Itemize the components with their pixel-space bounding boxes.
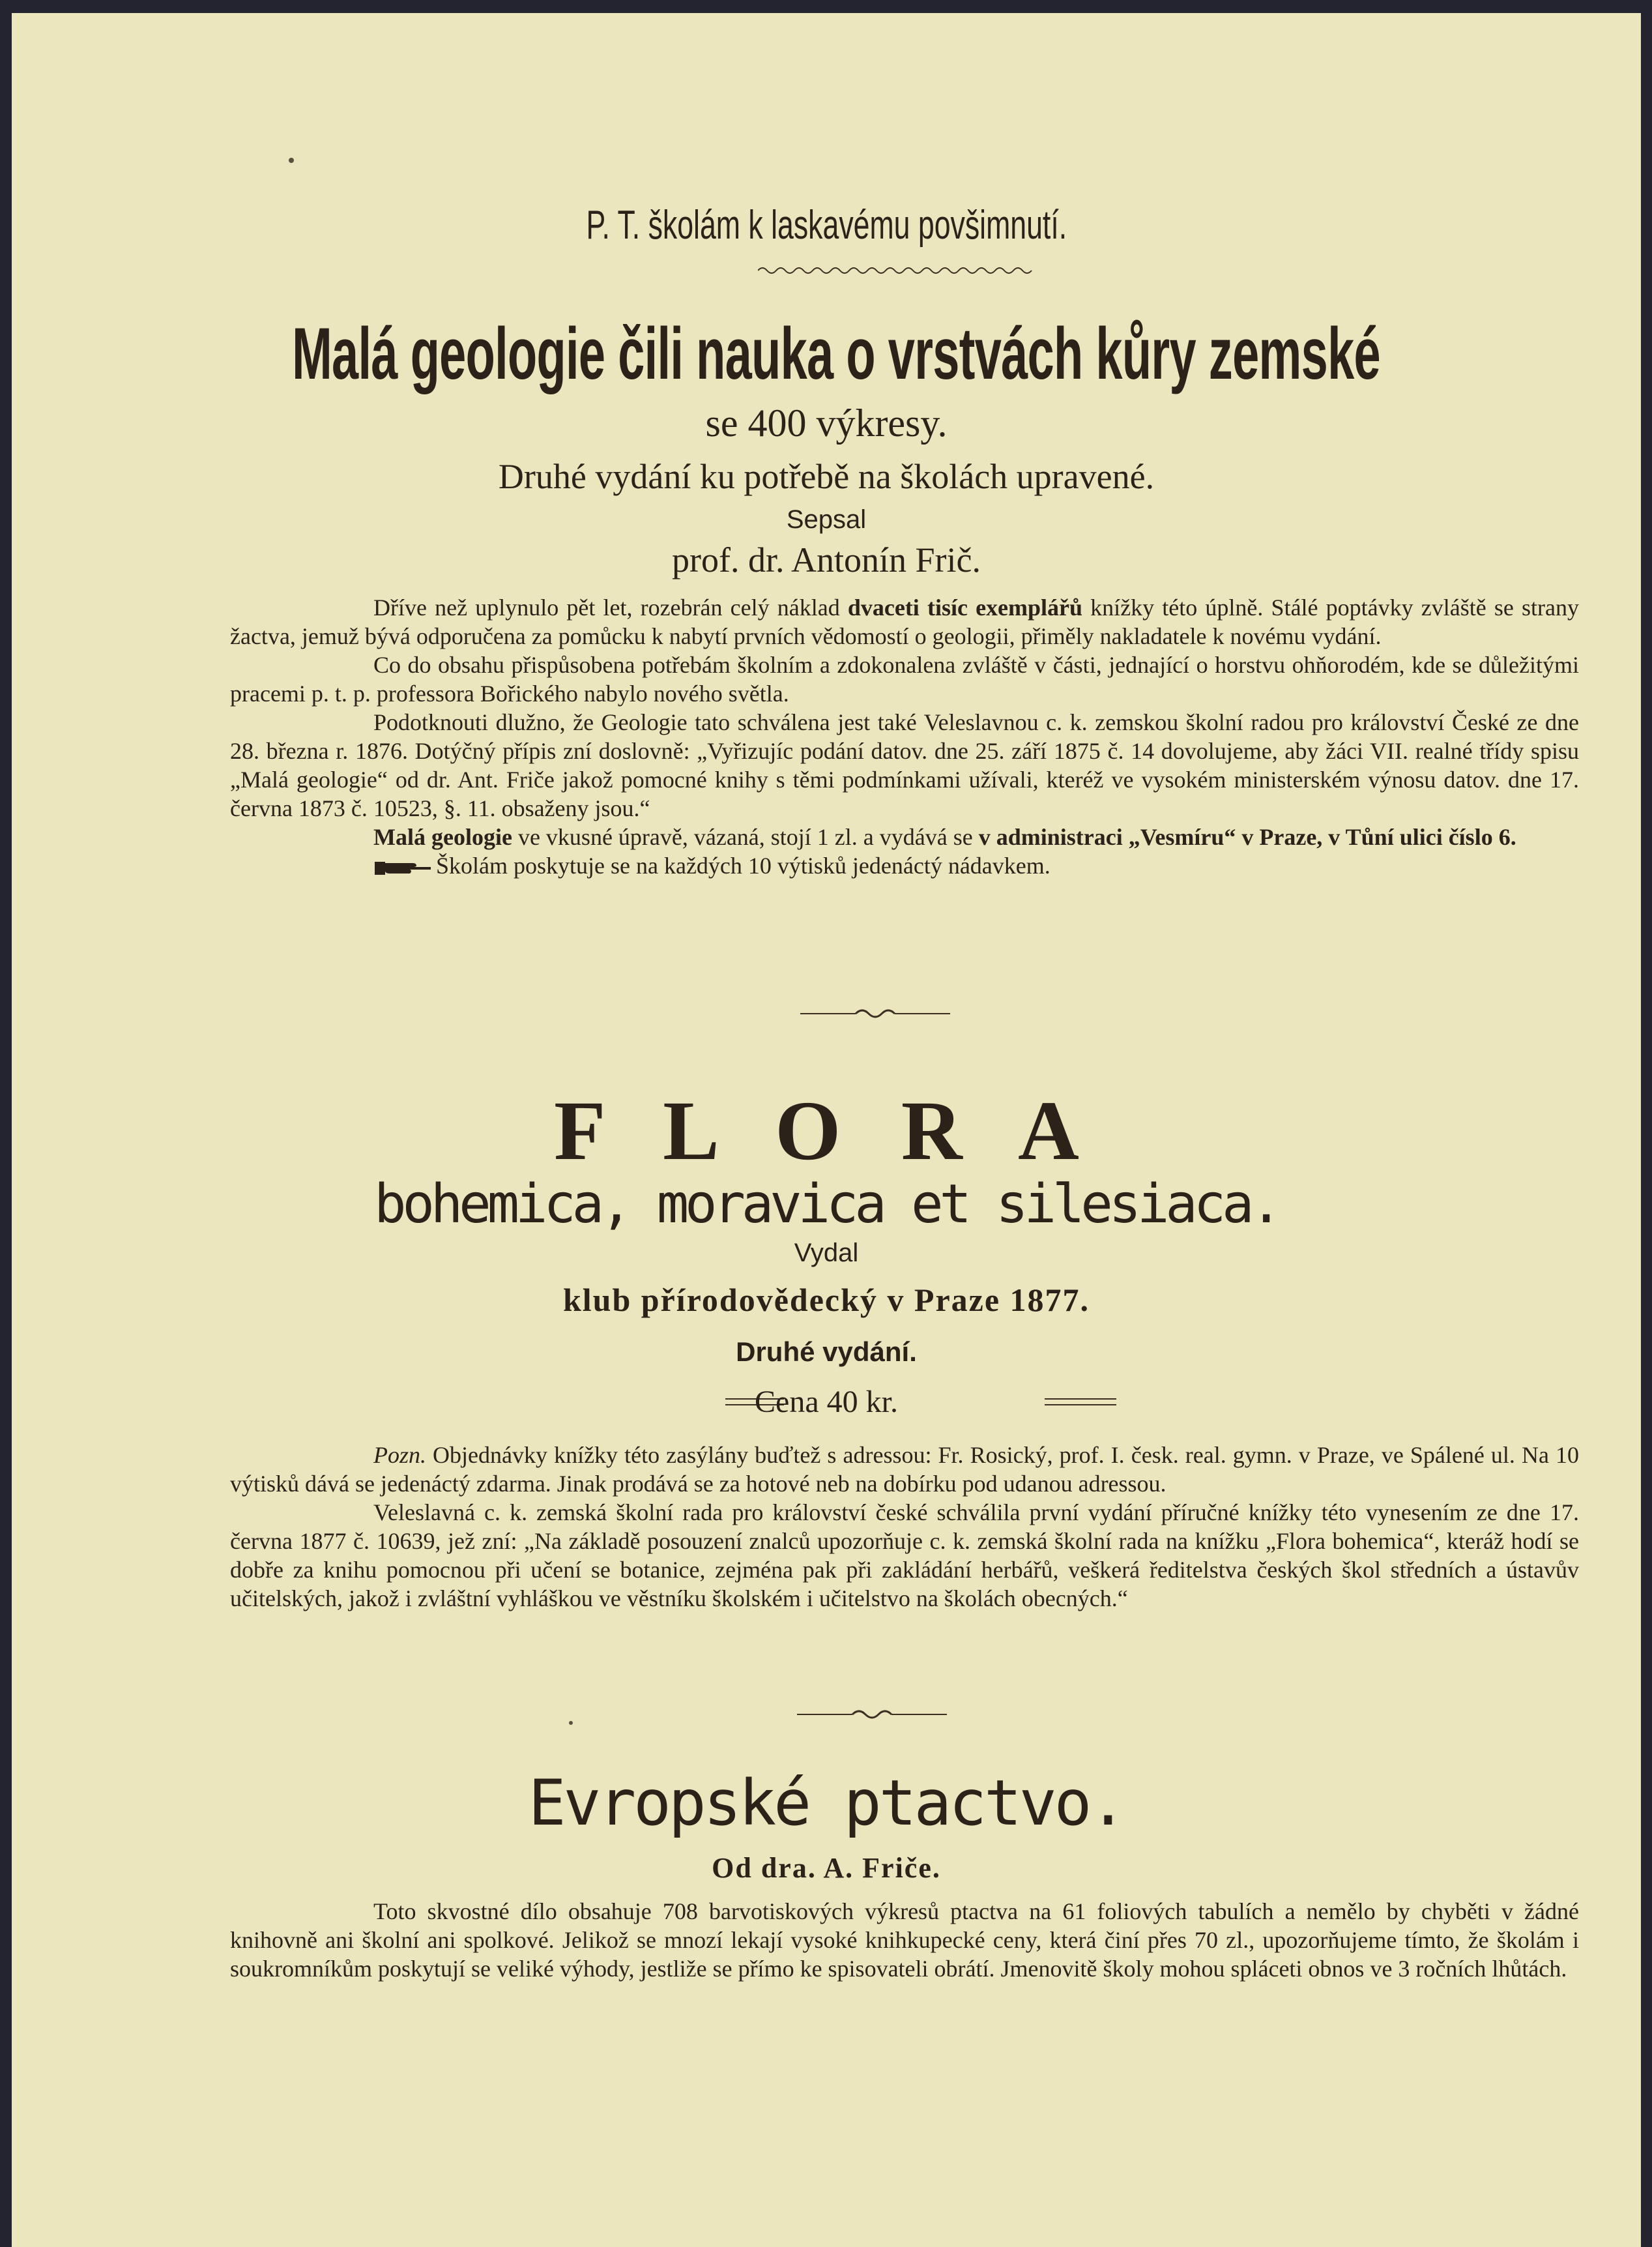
flora-price: Cena 40 kr. (755, 1385, 898, 1419)
wavy-divider (758, 264, 1038, 277)
speck (569, 1721, 573, 1725)
price-rule-right (1045, 1397, 1116, 1407)
geology-edition: Druhé vydání ku potřebě na školách upravené. (498, 457, 1155, 496)
pointer-note: Školám poskytuje se na každých 10 výtisků jedenáctý nádavkem. (230, 851, 1579, 880)
geology-paragraph: Podotknouti dlužno, že Geologie tato schválena jest také Veleslavnou c. k. zemskou školní radou pro království České ze dne 28. března r. 1876. Dotýčný přípis zní doslovně: „Vyřizujíc podání datov. dne 25. září 1875 č. 14 dovolujeme, aby žáci VII. realné třídy spisu „Malá geologie“ od dr. Ant. Friče jakož pomocné knihy s těmi podmínkami užívali, kteréž ve vysokém ministerském výnosu datov. dne 17. června 1873 č. 10523, §. 11. obsaženy jsou.“ (230, 709, 1579, 821)
flora-subtitle: bohemica, moravica et silesiaca. (374, 1173, 1279, 1235)
flora-approval: Veleslavná c. k. zemská školní rada pro království české schválila první vydání příručné knížky této vynesením ze dne 17. června 1877 č. 10639, jež zní: „Na základě posouzení znalců upozorňuje c. k. zemská školní rada na knížku „Flora bohemica“, kteráž hodí se dobře za knihu pomocnou při učení se botanice, zejména pak při zakládání herbářů, veškerá ředitelstva českých škol středních a ústavův učitelských, jakož i zvláštní vyhláškou ve věstníku školském i učitelstvo na školách obecných.“ (230, 1499, 1579, 1611)
birds-title: Evropské ptactvo. (528, 1767, 1125, 1840)
geology-author-intro: Sepsal (786, 505, 867, 534)
ornamental-divider (797, 1708, 947, 1721)
geology-author: prof. dr. Antonín Frič. (672, 540, 981, 580)
flora-edition: Druhé vydání. (736, 1336, 917, 1367)
geology-title: Malá geologie čili nauka o vrstvách kůry zemské (292, 313, 1380, 394)
birds-text (230, 1897, 1579, 1983)
geology-text (230, 593, 1579, 880)
pointing-hand-icon (373, 859, 432, 877)
geology-paragraph: Dříve než uplynulo pět let, rozebrán celý náklad dvaceti tisíc exemplářů knížky této úplně. Stálé poptávky zvláště se strany žactva, jemuž bývá odporučena za pomůcku k nabytí prvních vědomostí o geologii, přiměly nakladatele k novému vydání. (230, 595, 1579, 649)
birds-paragraph: Toto skvostné dílo obsahuje 708 barvotiskových výkresů ptactva na 61 foliových tabulích a nemělo by chyběti v žádné knihovně ani školní ani spolkové. Jelikož se mnozí lekají vysoké knihkupecké ceny, která činí přes 70 zl., upozorňujeme tímto, že školám i soukromníkům poskytují se veliké výhody, jestliže se přímo ke spisovateli obrátí. Jmenovitě školy mohou spláceti obnos ve 3 ročních lhůtách. (230, 1898, 1579, 1982)
notice-heading: P. T. školám k laskavému povšimnutí. (586, 203, 1067, 248)
flora-title: F L O R A (554, 1084, 1099, 1178)
document-page (12, 13, 1641, 2247)
flora-publisher-intro: Vydal (794, 1239, 859, 1267)
geology-subtitle: se 400 výkresy. (705, 402, 948, 445)
birds-author: Od dra. A. Friče. (712, 1852, 941, 1884)
ornamental-divider (800, 1007, 950, 1020)
geology-paragraph: Malá geologie ve vkusné úpravě, vázaná, stojí 1 zl. a vydává se v administraci „Vesmíru“ v Praze, v Tůní ulici číslo 6. (373, 824, 1516, 850)
geology-paragraph: Co do obsahu přispůsobena potřebám školním a zdokonalena zvláště v části, jednající o horstvu ohňorodém, kde se důležitými pracemi p. t. p. professora Bořického nabylo nového světla. (230, 652, 1579, 707)
speck (289, 158, 294, 163)
flora-publisher: klub přírodovědecký v Praze 1877. (562, 1282, 1090, 1318)
flora-text (230, 1441, 1579, 1613)
flora-note: Pozn. Objednávky knížky této zasýlány buďtež s adressou: Fr. Rosický, prof. I. česk. real. gymn. v Praze, ve Spálené ul. Na 10 výtisků dává se jedenáctý zdarma. Jinak prodává se za hotové neb na dobírku pod udanou adressou. (230, 1442, 1579, 1497)
